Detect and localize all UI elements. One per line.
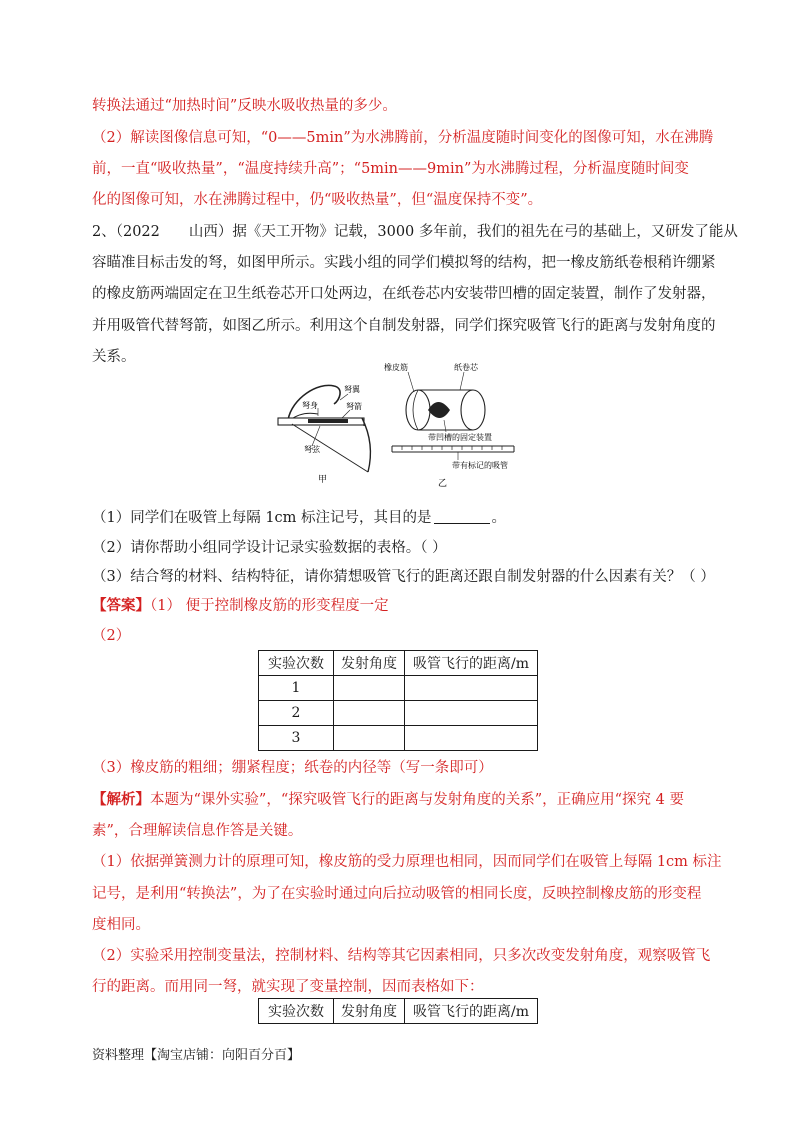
explanation-line: （2）实验采用控制变量法，控制材料、结构等其它因素相同，只多次改变发射角度，观察吸管飞 bbox=[92, 948, 711, 964]
text-line: 转换法通过“加热时间”反映水吸收热量的多少。 bbox=[92, 98, 397, 114]
explanation-line: 记号，是利用“转换法”，为了在实验时通过向后拉动吸管的相同长度，反映控制橡皮筋的形变程 bbox=[92, 886, 702, 902]
table-row bbox=[259, 676, 538, 701]
table-header-cell: 实验次数 bbox=[259, 999, 334, 1024]
answer-blank bbox=[434, 509, 490, 524]
table-header-cell: 吸管飞行的距离/m bbox=[405, 651, 538, 676]
crossbow-drawing bbox=[278, 385, 370, 472]
table-cell: 3 bbox=[259, 726, 334, 751]
label-yi-band: 橡皮筋 bbox=[384, 363, 408, 372]
table-cell: 2 bbox=[259, 701, 334, 726]
label-jia-arrow: 弩箭 bbox=[346, 402, 362, 411]
sub-question-3: （3）结合弩的材料、结构特征，请你猜想吸管飞行的距离还跟自制发射器的什么因素有关？（ ） bbox=[92, 569, 715, 585]
text-line: （2）解读图像信息可知，“0——5min”为水沸腾前，分析温度随时间变化的图像可知，水在沸腾 bbox=[92, 130, 714, 146]
explanation-1-text: 本题为“课外实验”，“探究吸管飞行的距离与发射角度的关系”，正确应用“探究 4 要 bbox=[150, 792, 685, 808]
sub-question-1-text: （1）同学们在吸管上每隔 1cm 标注记号，其目的是 bbox=[92, 510, 432, 526]
table-cell bbox=[405, 726, 538, 751]
label-yi-groove: 带凹槽的固定装置 bbox=[428, 433, 492, 442]
label-yi-core: 纸卷芯 bbox=[454, 363, 478, 372]
table-row bbox=[259, 701, 538, 726]
table-cell bbox=[405, 701, 538, 726]
answer-line-1 bbox=[92, 596, 712, 616]
caption-jia: 甲 bbox=[318, 475, 328, 485]
answer-line-3: （3）橡皮筋的粗细；绷紧程度；纸卷的内径等（写一条即可） bbox=[92, 760, 493, 776]
explanation-line: 素”，合理解读信息作答是关键。 bbox=[92, 823, 303, 839]
label-yi-straw: 带有标记的吸管 bbox=[452, 461, 508, 470]
table-row bbox=[259, 726, 538, 751]
table-header-row bbox=[259, 999, 538, 1024]
label-jia-string: 弩弦 bbox=[304, 445, 320, 454]
explanation-line: （1）依据弹簧测力计的原理可知，橡皮筋的受力原理也相同，因而同学们在吸管上每隔 1cm 标注 bbox=[92, 854, 722, 870]
table-header-cell: 发射角度 bbox=[334, 651, 405, 676]
text-line: 化的图像可知，水在沸腾过程中，仍“吸收热量”，但“温度保持不变”。 bbox=[92, 192, 543, 208]
caption-yi: 乙 bbox=[438, 479, 448, 489]
label-jia-wing: 弩翼 bbox=[344, 385, 360, 394]
launcher-drawing bbox=[392, 372, 514, 460]
question-line: 关系。 bbox=[92, 349, 136, 365]
sub-question-1-end: 。 bbox=[491, 510, 507, 526]
answer-tag: 【答案】 bbox=[92, 597, 150, 614]
table-header-cell: 发射角度 bbox=[334, 999, 405, 1024]
explanation-line-1 bbox=[92, 790, 712, 810]
text-line: 前，一直“吸收热量”，“温度持续升高”；“5min——9min”为水沸腾过程，分析温度随时间变 bbox=[92, 161, 689, 177]
table-header-cell: 实验次数 bbox=[259, 651, 334, 676]
crossbow-figure bbox=[268, 360, 538, 495]
explanation-line: 行的距离。而用同一弩，就实现了变量控制，因而表格如下： bbox=[92, 979, 484, 995]
table-cell: 1 bbox=[259, 676, 334, 701]
answer-line-2: （2） bbox=[92, 628, 131, 644]
question-line: 的橡皮筋两端固定在卫生纸卷芯开口处两边，在纸卷芯内安装带凹槽的固定装置，制作了发射器， bbox=[92, 286, 716, 302]
sub-question-1 bbox=[92, 508, 712, 528]
question-line: 2、（2022 山西）据《天工开物》记载，3000 多年前，我们的祖先在弓的基础上，又研发了能从 bbox=[92, 224, 738, 240]
table-header-row bbox=[259, 651, 538, 676]
table-cell bbox=[405, 676, 538, 701]
table-cell bbox=[334, 676, 405, 701]
explanation-tag: 【解析】 bbox=[92, 791, 150, 808]
explanation-line: 度相同。 bbox=[92, 917, 150, 933]
question-line: 容瞄准目标击发的弩，如图甲所示。实践小组的同学们模拟弩的结构，把一橡皮筋纸卷根稍许绷紧 bbox=[92, 255, 716, 271]
explanation-table bbox=[258, 998, 538, 1024]
page-footer: 资料整理【淘宝店铺：向阳百分百】 bbox=[92, 1048, 301, 1063]
question-line: 并用吸管代替弩箭，如图乙所示。利用这个自制发射器，同学们探究吸管飞行的距离与发射角度的 bbox=[92, 318, 716, 334]
table-cell bbox=[334, 726, 405, 751]
table-cell bbox=[334, 701, 405, 726]
sub-question-2: （2）请你帮助小组同学设计记录实验数据的表格。（ ） bbox=[92, 540, 447, 556]
table-header-cell: 吸管飞行的距离/m bbox=[405, 999, 538, 1024]
answer-table bbox=[258, 650, 538, 751]
label-jia-body: 弩身 bbox=[302, 401, 318, 410]
answer-1-text: （1） 便于控制橡皮筋的形变程度一定 bbox=[150, 598, 389, 614]
